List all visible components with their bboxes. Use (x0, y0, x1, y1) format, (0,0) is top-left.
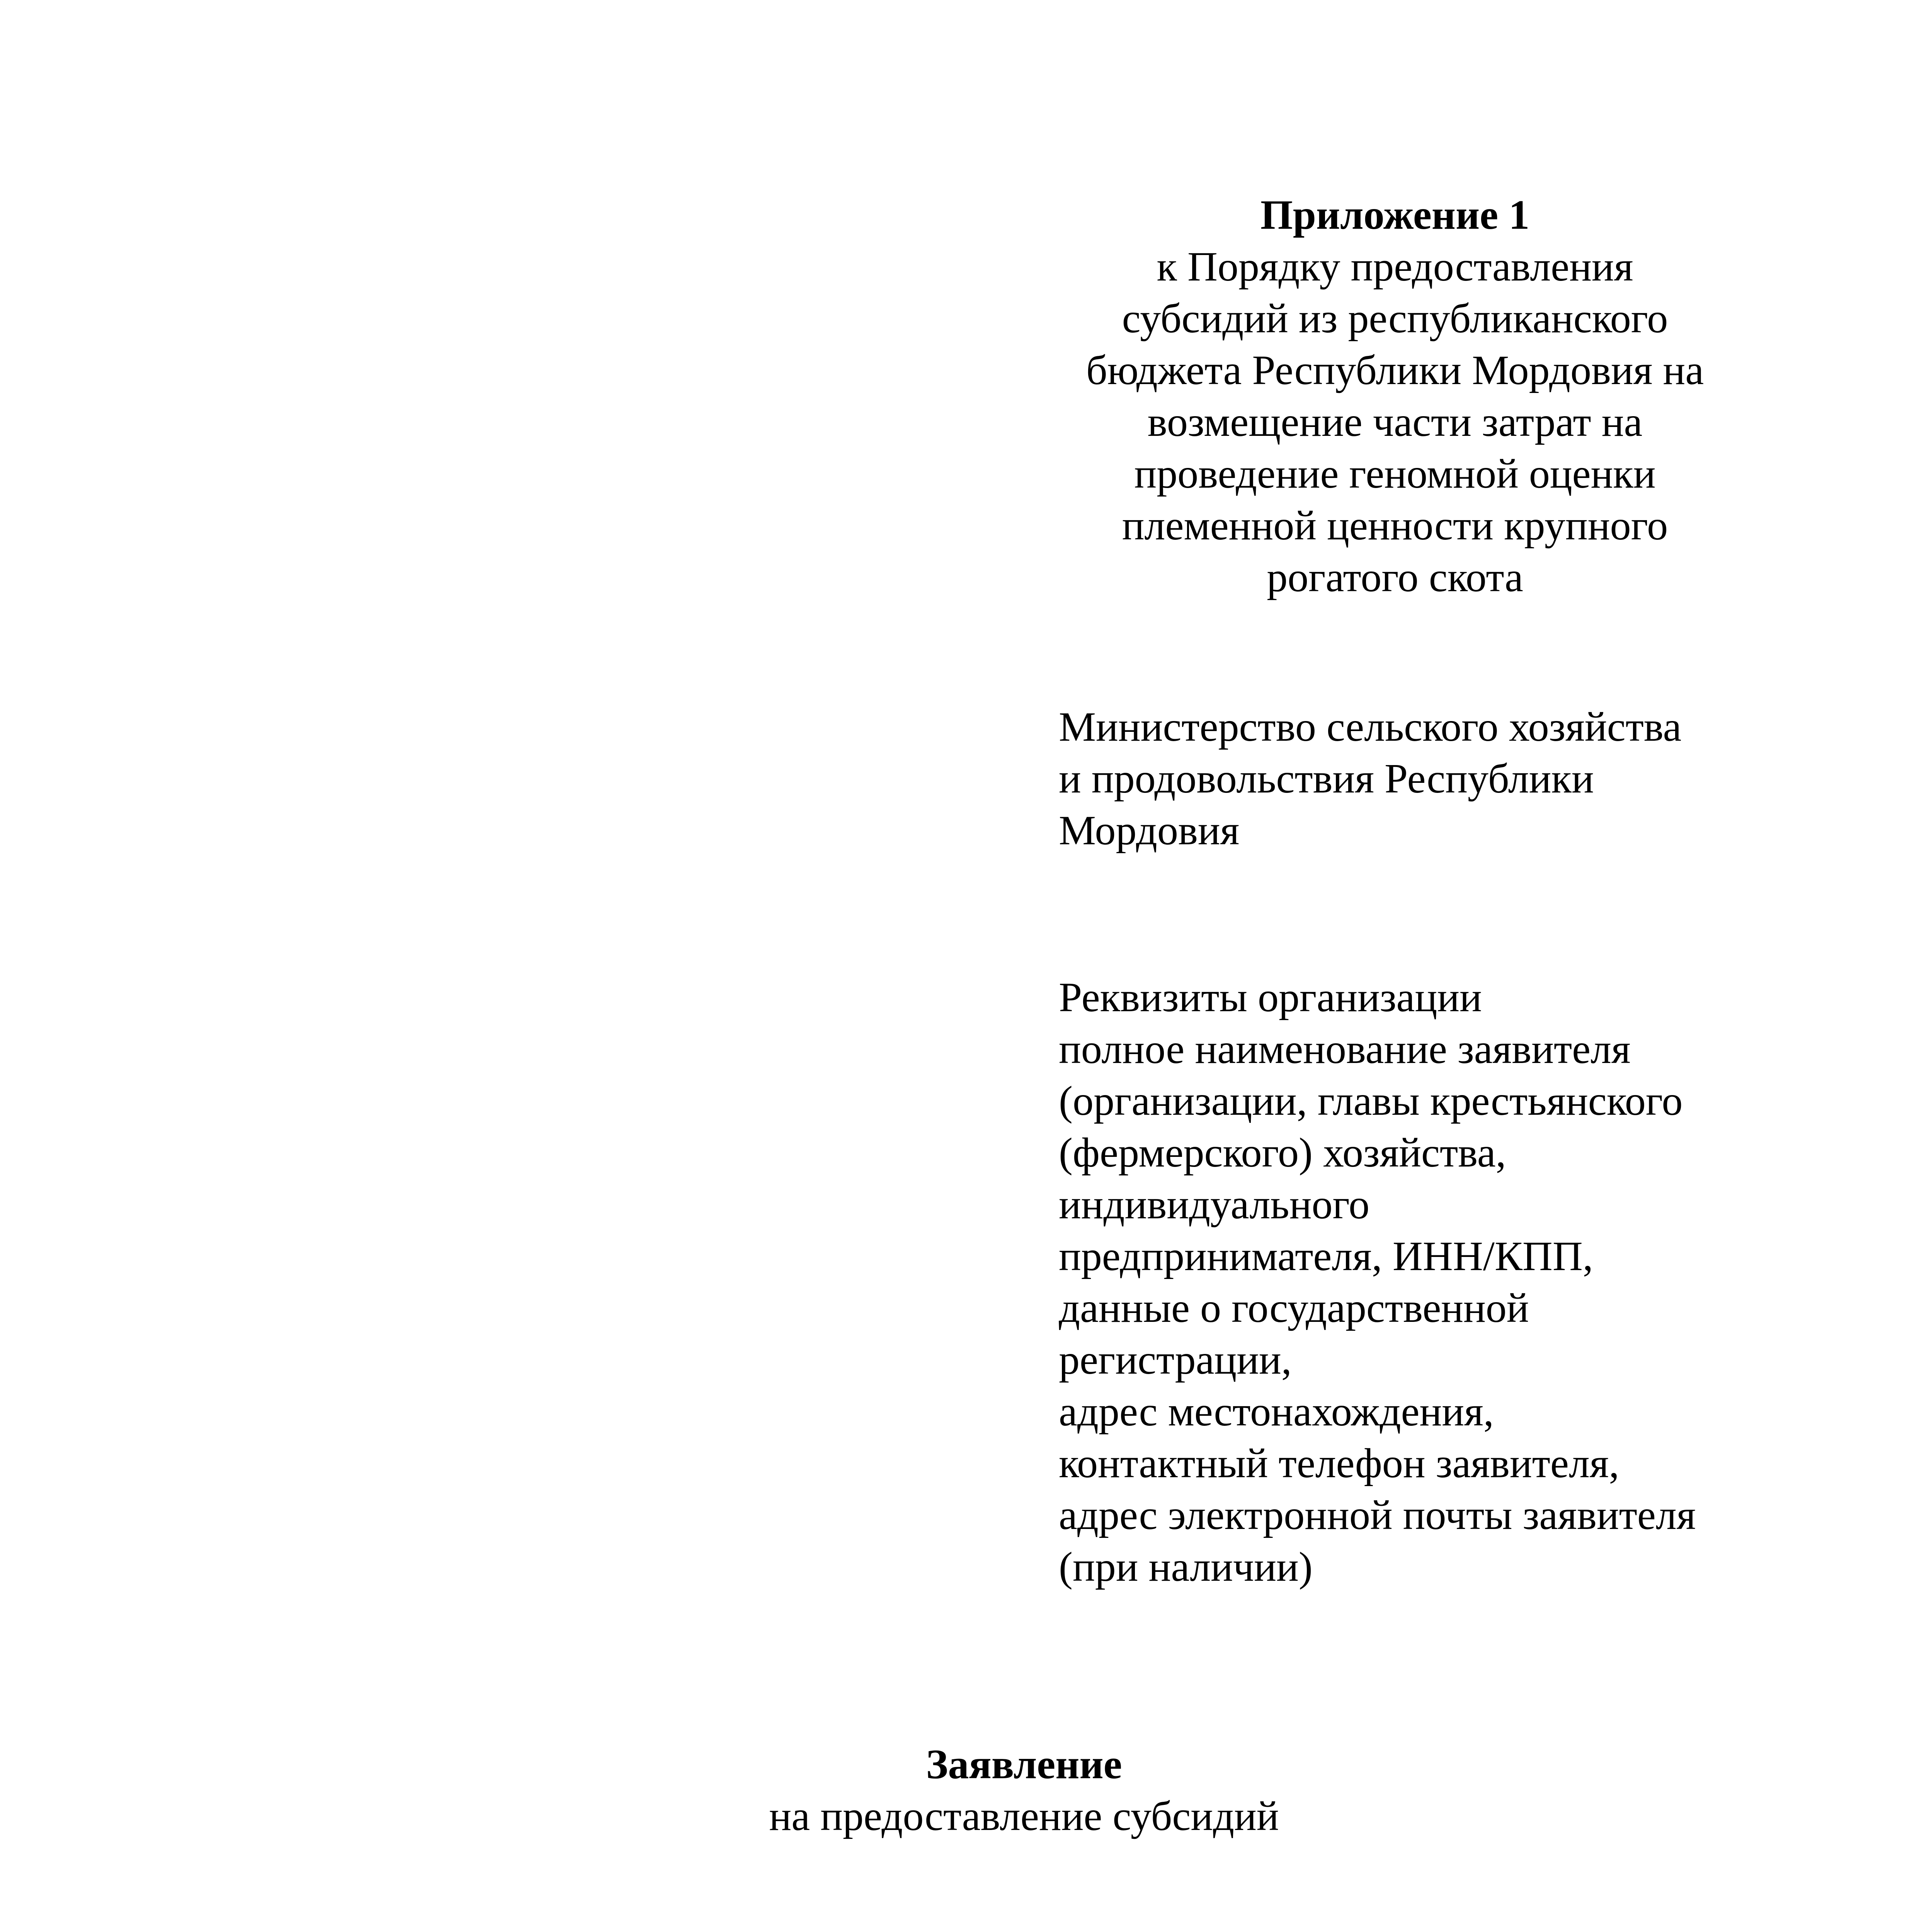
requisites-line: Реквизиты организации (1059, 975, 1482, 1020)
appendix-line: возмещение части затрат на (1147, 399, 1643, 445)
requisites-line: адрес электронной почты заявителя (1059, 1492, 1696, 1538)
requisites-line: (фермерского) хозяйства, (1059, 1130, 1506, 1176)
requisites-line: данные о государственной (1059, 1285, 1529, 1331)
requisites-line: адрес местонахождения, (1059, 1389, 1494, 1435)
statement-heading (0, 1739, 1912, 1842)
requisites-line: (при наличии) (1059, 1544, 1313, 1590)
addressee-line: Мордовия (1059, 808, 1240, 854)
appendix-line: племенной ценности крупного (1122, 503, 1668, 549)
appendix-line: субсидий из республиканского (1122, 296, 1668, 342)
appendix-line: бюджета Республики Мордовия на (1086, 347, 1704, 393)
requisites-line: контактный телефон заявителя, (1059, 1440, 1619, 1486)
appendix-line: рогатого скота (1267, 554, 1523, 600)
addressee-line: и продовольствия Республики (1059, 756, 1594, 802)
statement-title: Заявление (926, 1742, 1122, 1787)
requisites-line: полное наименование заявителя (1059, 1026, 1631, 1072)
statement-subtitle: на предоставление субсидий (769, 1793, 1279, 1839)
requisites-line: регистрации, (1059, 1337, 1292, 1383)
addressee-line: Министерство сельского хозяйства (1059, 704, 1682, 750)
requisites-line: индивидуального (1059, 1182, 1370, 1228)
requisites-line: предпринимателя, ИНН/КПП, (1059, 1233, 1593, 1279)
addressee-block (1059, 701, 1793, 857)
requisites-block (1059, 972, 1793, 1593)
requisites-line: (организации, главы крестьянского (1059, 1078, 1683, 1124)
appendix-block (1043, 189, 1747, 604)
appendix-line: к Порядку предоставления (1157, 244, 1633, 290)
appendix-title: Приложение 1 (1260, 192, 1530, 238)
appendix-line: проведение геномной оценки (1134, 451, 1656, 497)
